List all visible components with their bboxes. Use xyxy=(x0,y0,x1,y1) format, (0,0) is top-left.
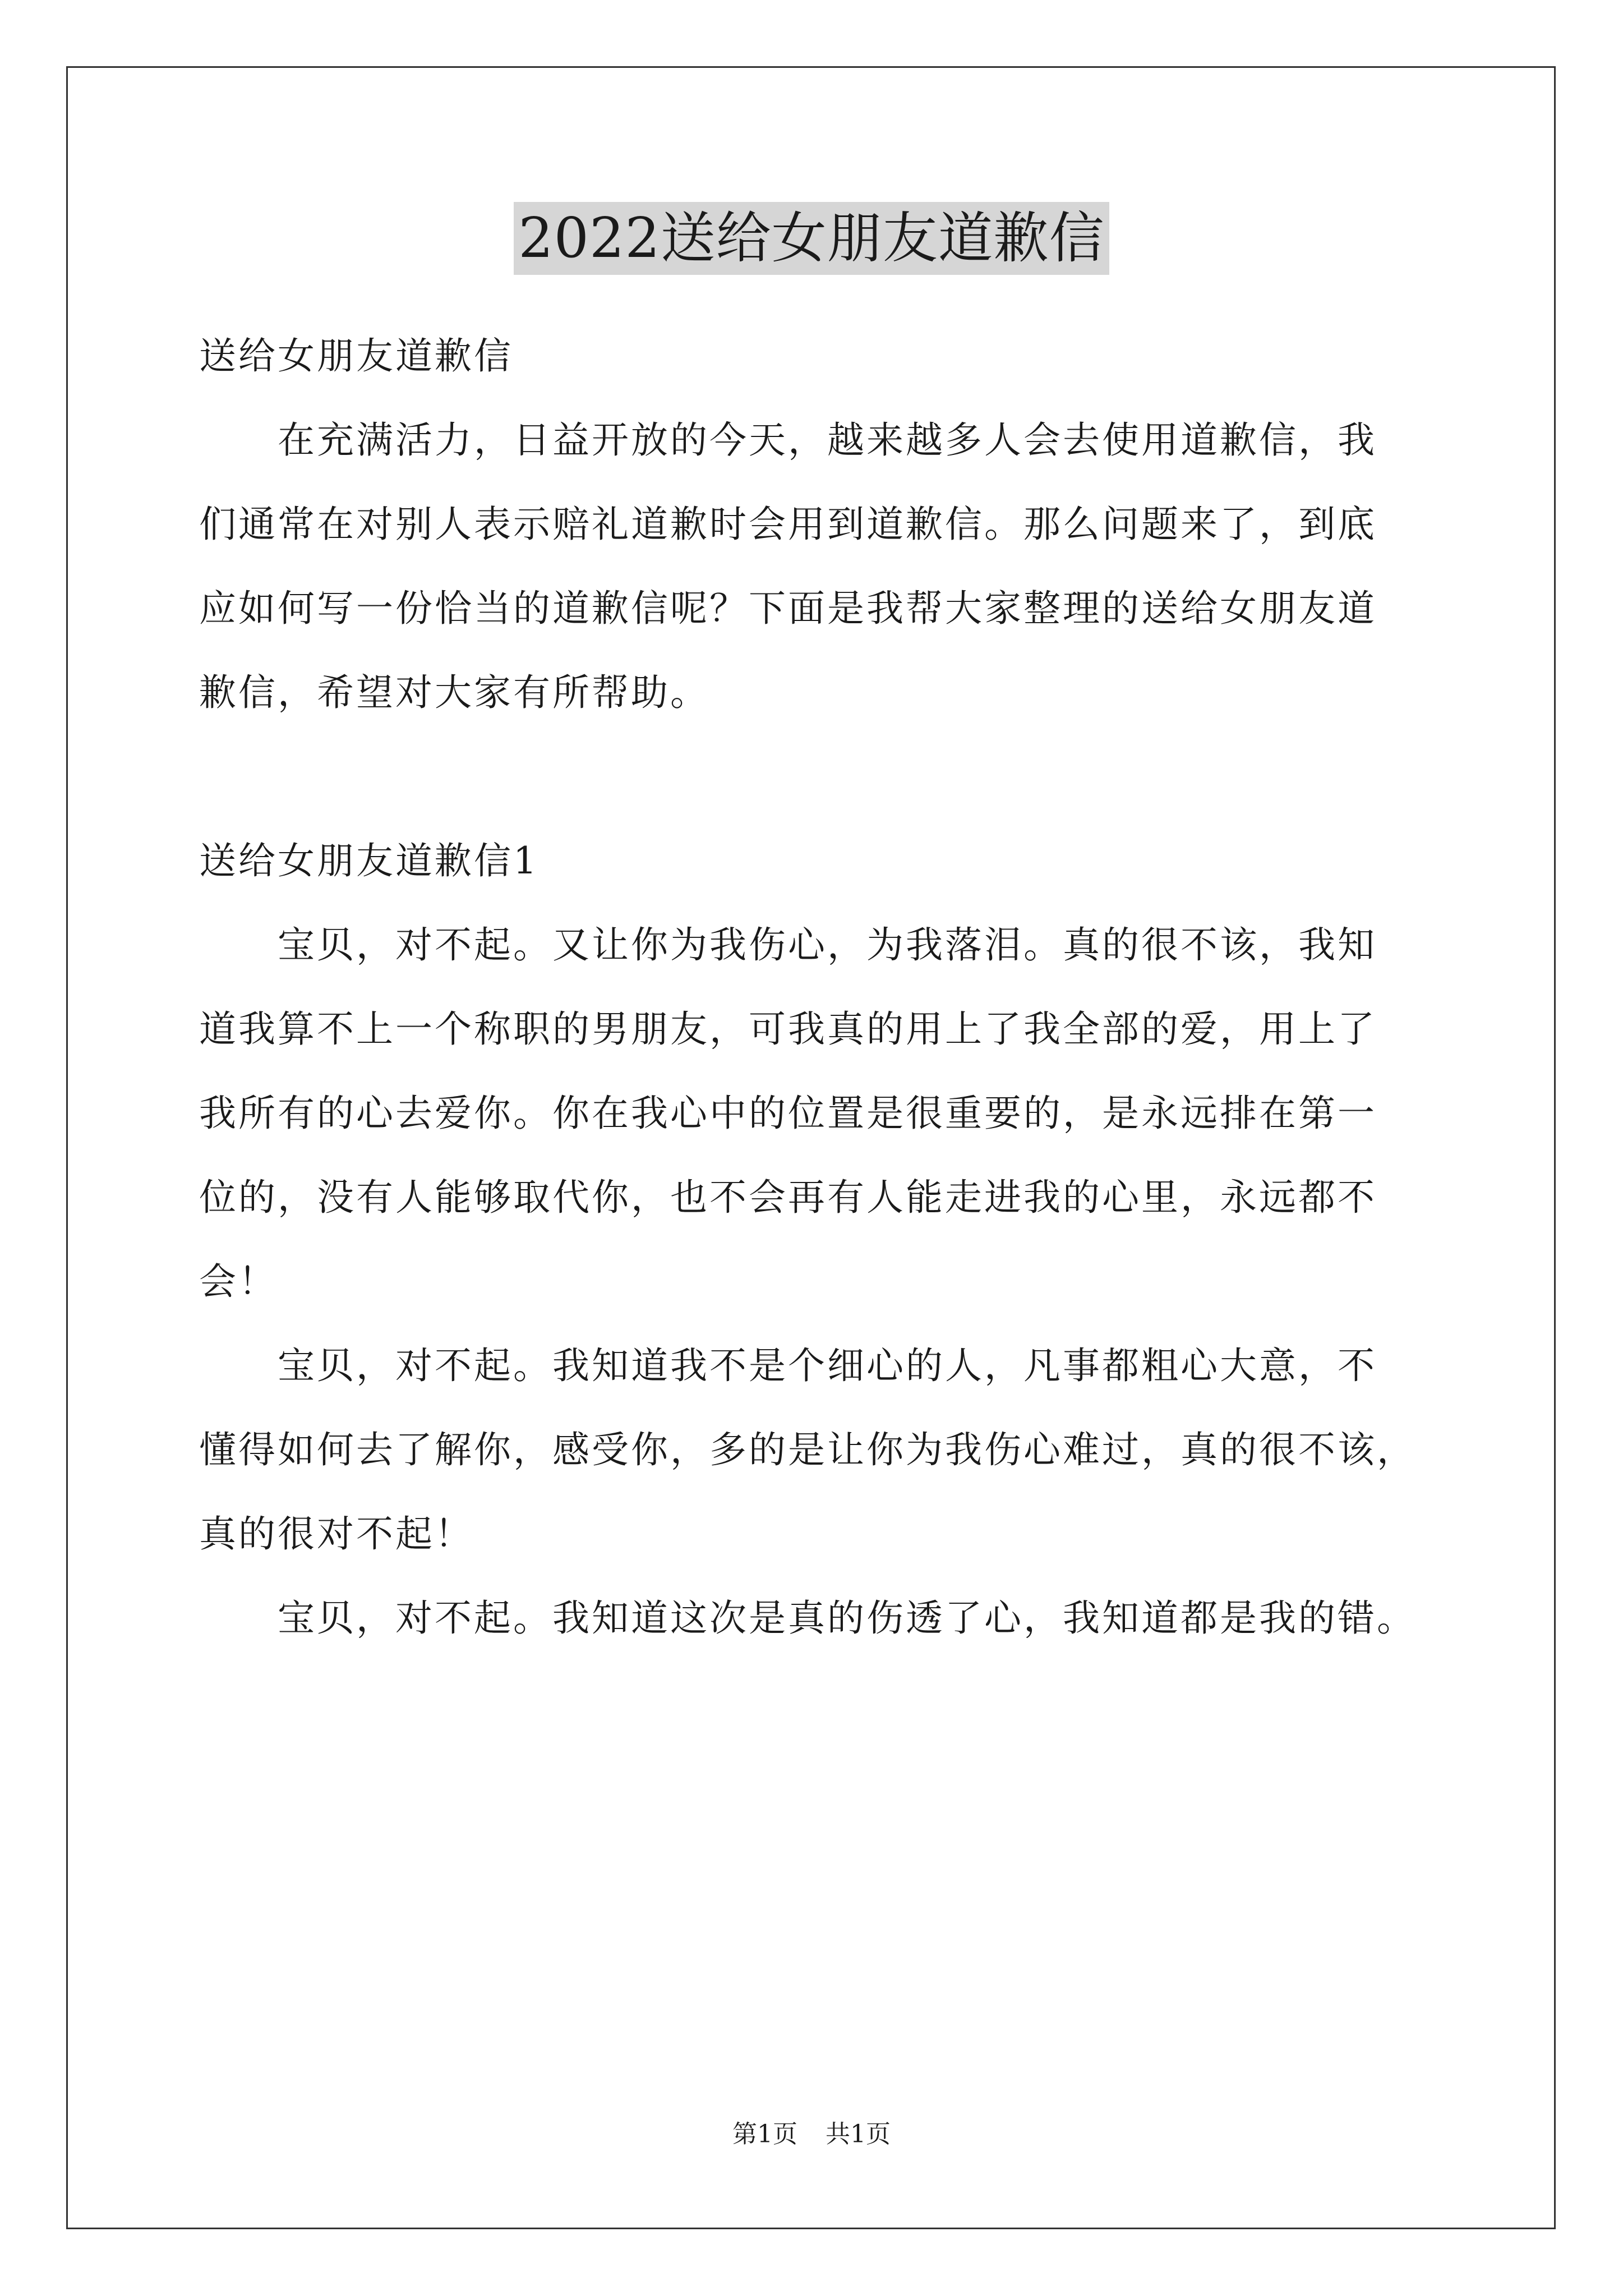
text-line: 我所有的心去爱你。你在我心中的位置是很重要的，是永远排在第一 xyxy=(199,1092,1377,1135)
text-line: 应如何写一份恰当的道歉信呢？下面是我帮大家整理的送给女朋友道 xyxy=(199,587,1377,630)
page-number: 第1页 xyxy=(732,2120,797,2148)
document-body xyxy=(199,314,1427,1660)
title-container xyxy=(0,202,1623,275)
text-line: 会！ xyxy=(199,1260,278,1303)
blank-line xyxy=(199,735,1427,819)
document-title: 2022送给女朋友道歉信 xyxy=(514,202,1109,275)
text-line: 懂得如何去了解你，感受你，多的是让你为我伤心难过，真的很不该， xyxy=(199,1428,1416,1471)
text-line: 道我算不上一个称职的男朋友，可我真的用上了我全部的爱，用上了 xyxy=(199,1007,1377,1051)
section-heading: 送给女朋友道歉信 xyxy=(199,334,513,378)
section-heading: 送给女朋友道歉信1 xyxy=(199,839,539,882)
text-line: 宝贝，对不起。我知道我不是个细心的人，凡事都粗心大意，不 xyxy=(199,1344,1377,1387)
text-line: 宝贝，对不起。我知道这次是真的伤透了心，我知道都是我的错。 xyxy=(199,1596,1416,1640)
text-line: 在充满活力，日益开放的今天，越来越多人会去使用道歉信，我 xyxy=(199,418,1377,462)
text-line: 真的很对不起！ xyxy=(199,1512,474,1556)
text-line: 们通常在对别人表示赔礼道歉时会用到道歉信。那么问题来了，到底 xyxy=(199,503,1377,546)
page-footer xyxy=(0,2118,1623,2151)
text-line: 宝贝，对不起。又让你为我伤心，为我落泪。真的很不该，我知 xyxy=(199,923,1377,967)
text-line: 歉信，希望对大家有所帮助。 xyxy=(199,671,709,714)
text-line: 位的，没有人能够取代你，也不会再有人能走进我的心里，永远都不 xyxy=(199,1176,1377,1219)
page-total: 共1页 xyxy=(826,2120,891,2148)
